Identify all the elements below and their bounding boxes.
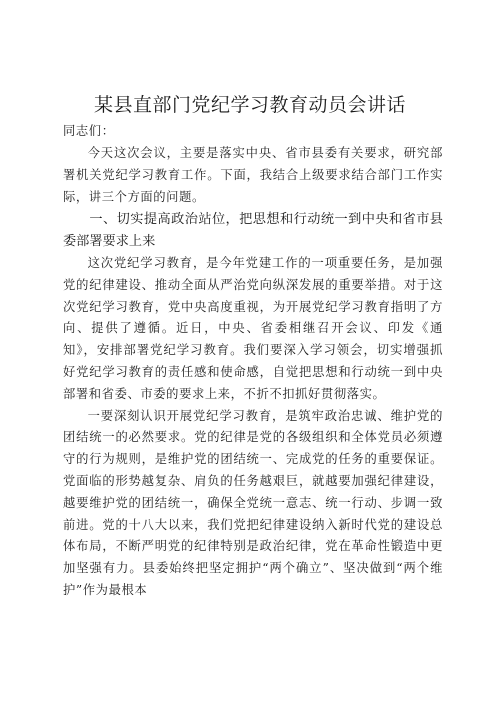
section-1-block (63, 253, 443, 602)
paragraph-1: 这次党纪学习教育，是今年党建工作的一项重要任务，是加强党的纪律建设、推动全面从严治党向纵深发展的重要举措。对于这次党纪学习教育，党中央高度重视，为开展党纪学习教育指明了方向、提供了遵循。近日，中央、省委相继召开会议、印发《通知》，安排部署党纪学习教育。我们要深入学习领会，切实增强抓好党纪学习教育的责任感和使命感，自觉把思想和行动统一到中央部署和省委、市委的要求上来，不折不扣抓好贯彻落实。 (63, 256, 443, 401)
paragraph-2: 一要深刻认识开展党纪学习教育，是筑牢政治忠诚、维护党的团结统一的必然要求。党的纪律是党的各级组织和全体党员必须遵守的行为规则，是维护党的团结统一、完成党的任务的重要保证。党面临的形势越复杂、肩负的任务越艰巨，就越要加强纪律建设，越要维护党的团结统一，确保全党统一意志、统一行动、步调一致前进。党的十八大以来，我们党把纪律建设纳入新时代党的建设总体布局，不断严明党的纪律特别是政治纪律，党在革命性锻造中更加坚强有力。县委始终把坚定拥护“两个确立”、坚决做到“两个维护”作为最根本 (63, 408, 443, 597)
document-title: 某县直部门党纪学习教育动员会讲话 (93, 94, 406, 116)
section-heading-1: 一、切实提高政治站位，把思想和行动统一到中央和省市县委部署要求上来 (63, 212, 443, 249)
salutation: 同志们： (63, 124, 115, 138)
paragraph-intro: 今天这次会议，主要是落实中央、省市县委有关要求，研究部署机关党纪学习教育工作。下面，我结合上级要求结合部门工作实际，讲三个方面的问题。 (63, 146, 443, 204)
intro-block (63, 143, 443, 208)
